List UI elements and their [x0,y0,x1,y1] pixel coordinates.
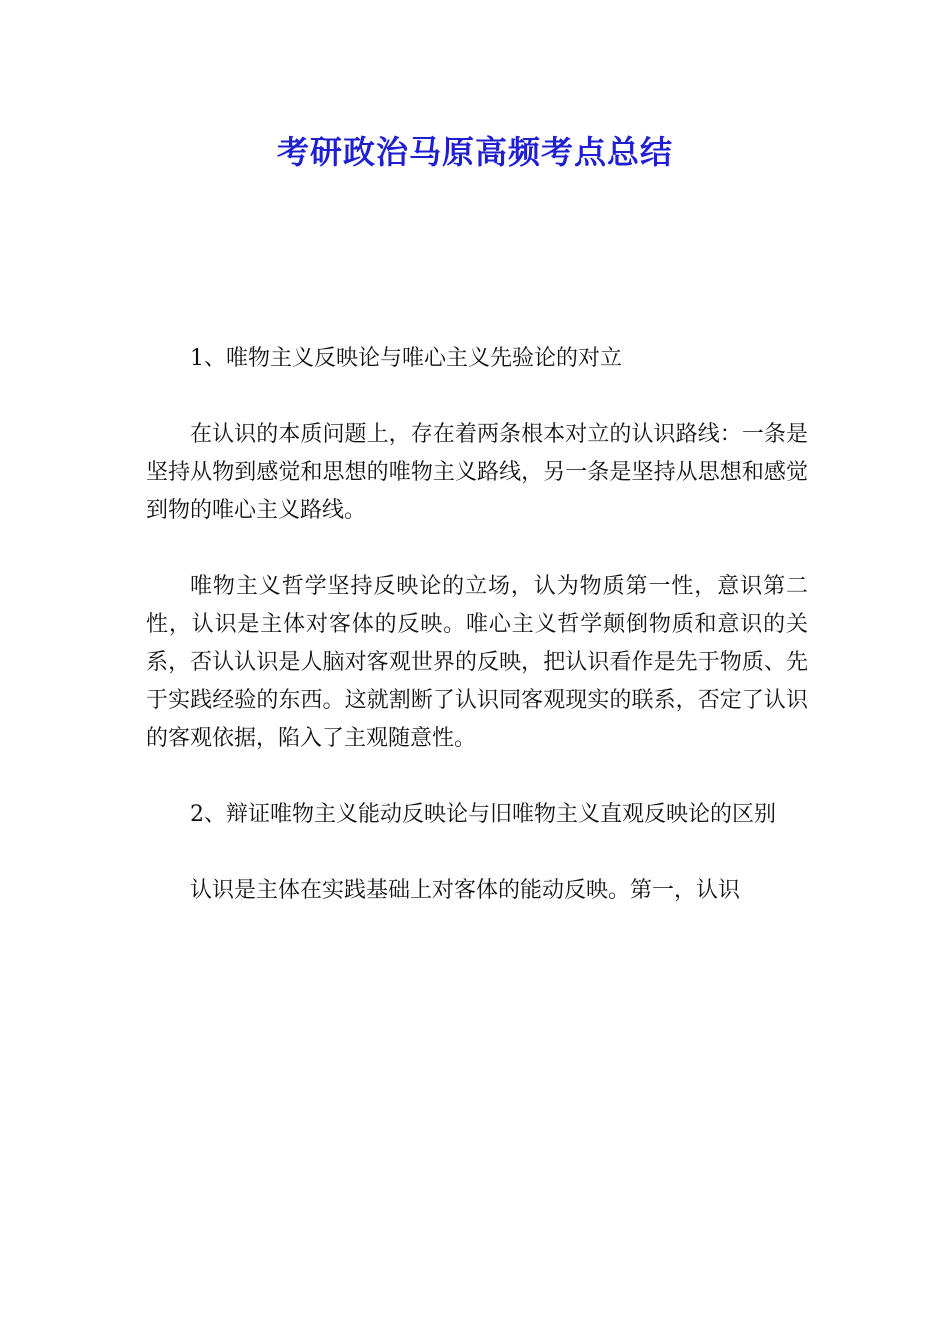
document-title: 考研政治马原高频考点总结 [276,133,673,171]
document-body [146,340,808,910]
paragraph-3: 唯物主义哲学坚持反映论的立场，认为物质第一性，意识第二性，认识是主体对客体的反映。唯心主义哲学颠倒物质和意识的关系，否认认识是人脑对客观世界的反映，把认识看作是先于物质、先于实践经验的东西。这就割断了认识同客观现实的联系，否定了认识的客观依据，陷入了主观随意性。 [146,574,808,751]
paragraph-1: 1、唯物主义反映论与唯心主义先验论的对立 [190,346,622,371]
paragraph-2: 在认识的本质问题上，存在着两条根本对立的认识路线：一条是坚持从物到感觉和思想的唯物主义路线，另一条是坚持从思想和感觉到物的唯心主义路线。 [146,422,808,523]
paragraph-5: 认识是主体在实践基础上对客体的能动反映。第一，认识 [190,878,741,903]
paragraph-4: 2、辩证唯物主义能动反映论与旧唯物主义直观反映论的区别 [190,802,776,827]
